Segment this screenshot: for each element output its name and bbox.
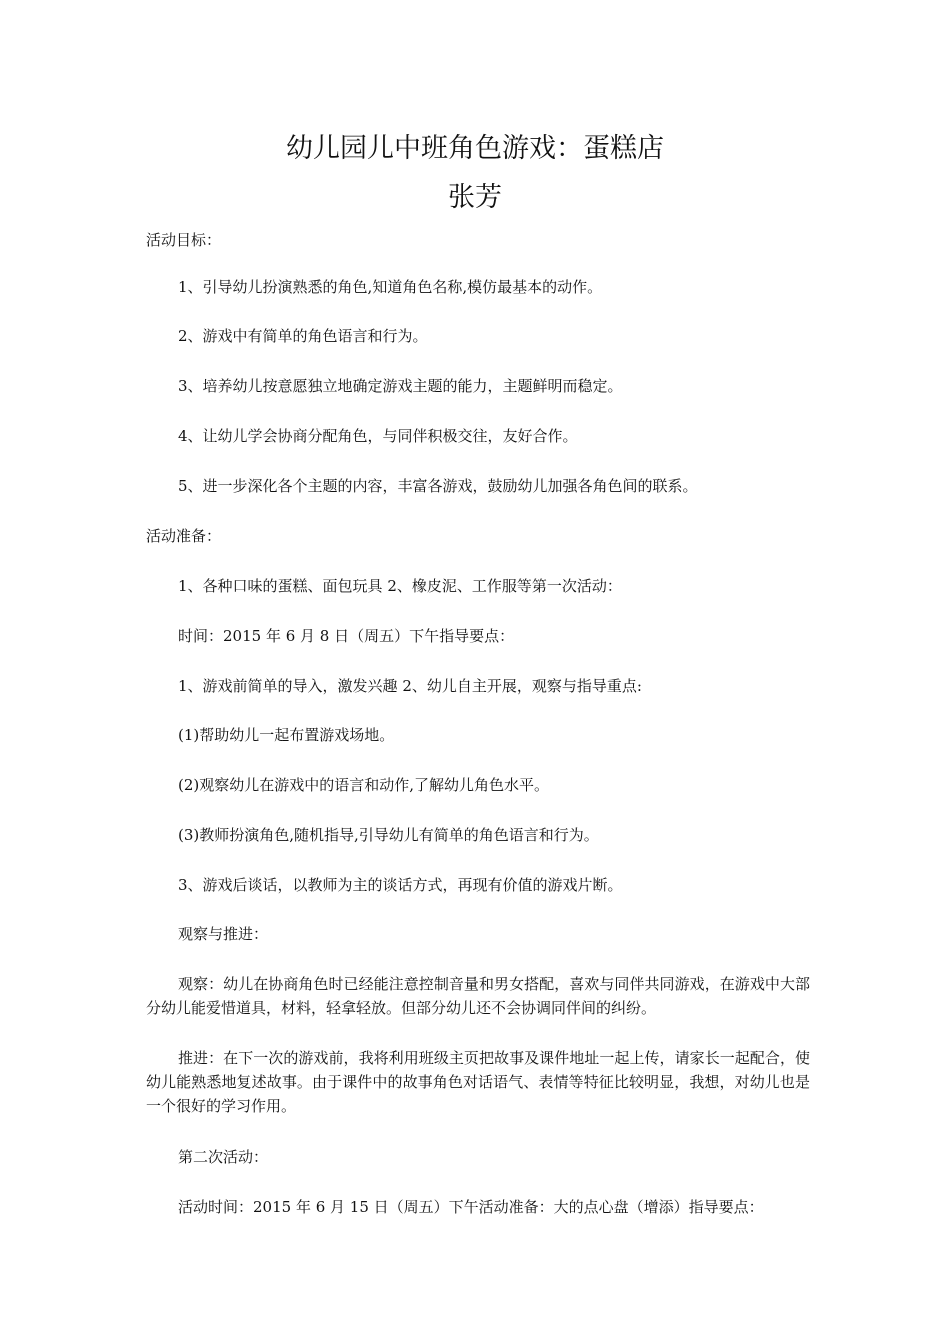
prep-line: 3、游戏后谈话，以教师为主的谈话方式，再现有价值的游戏片断。 xyxy=(178,876,623,894)
prep-line: (3)教师扮演角色,随机指导,引导幼儿有简单的角色语言和行为。 xyxy=(178,826,599,844)
goal-item: 5、进一步深化各个主题的内容，丰富各游戏，鼓励幼儿加强各角色间的联系。 xyxy=(178,477,698,495)
prep-line: 时间：2015 年 6 月 8 日（周五）下午指导要点： xyxy=(178,627,515,645)
observation-paragraph: 观察：幼儿在协商角色时已经能注意控制音量和男女搭配，喜欢与同伴共同游戏，在游戏中大部分幼儿能爱惜道具，材料，轻拿轻放。但部分幼儿还不会协调同伴间的纠纷。 xyxy=(146,975,810,1017)
goal-item: 1、引导幼儿扮演熟悉的角色,知道角色名称,模仿最基本的动作。 xyxy=(178,278,603,296)
goal-item: 3、培养幼儿按意愿独立地确定游戏主题的能力，主题鲜明而稳定。 xyxy=(178,377,623,395)
prep-line: 观察与推进： xyxy=(178,925,269,943)
goals-heading: 活动目标： xyxy=(146,231,222,249)
prep-heading: 活动准备： xyxy=(146,527,222,545)
prep-line: (1)帮助幼儿一起布置游戏场地。 xyxy=(178,726,395,744)
second-activity-time: 活动时间：2015 年 6 月 15 日（周五）下午活动准备：大的点心盘（增添）指导要点： xyxy=(178,1198,764,1216)
advance-paragraph: 推进：在下一次的游戏前，我将利用班级主页把故事及课件地址一起上传，请家长一起配合，使幼儿能熟悉地复述故事。由于课件中的故事角色对话语气、表情等特征比较明显，我想，对幼儿也是一个很好的学习作用。 xyxy=(146,1049,810,1115)
goal-item: 4、让幼儿学会协商分配角色，与同伴积极交往，友好合作。 xyxy=(178,427,578,445)
document-title: 幼儿园儿中班角色游戏：蛋糕店 xyxy=(286,133,664,164)
prep-line: (2)观察幼儿在游戏中的语言和动作,了解幼儿角色水平。 xyxy=(178,776,550,794)
prep-line: 1、各种口味的蛋糕、面包玩具 2、橡皮泥、工作服等第一次活动： xyxy=(178,577,622,595)
document-author: 张芳 xyxy=(448,182,502,213)
goal-item: 2、游戏中有简单的角色语言和行为。 xyxy=(178,327,428,345)
second-activity-heading: 第二次活动： xyxy=(178,1148,269,1166)
prep-line: 1、游戏前简单的导入，激发兴趣 2、幼儿自主开展，观察与指导重点: xyxy=(178,677,642,695)
